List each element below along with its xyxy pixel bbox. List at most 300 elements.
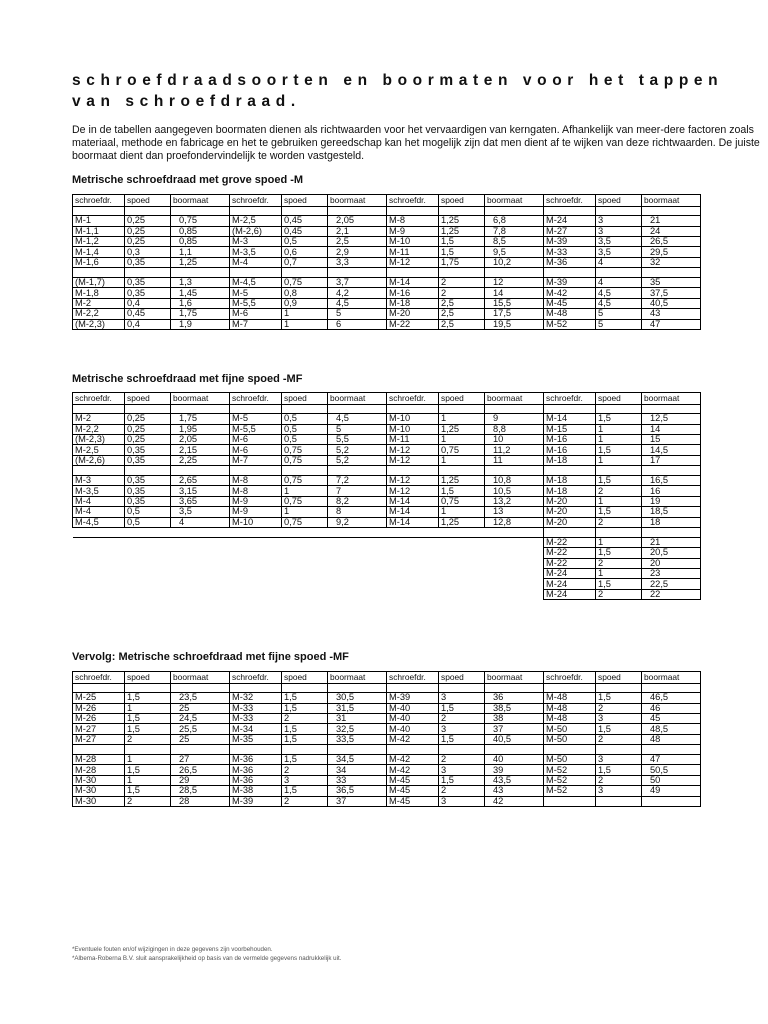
table-cell: 43 [642,309,701,319]
table-cell [387,558,439,568]
table-cell: 4,5 [328,298,387,308]
table-cell [439,268,485,278]
table-cell: 1 [596,435,642,445]
table-cell [387,404,439,414]
table-cell: M-11 [387,435,439,445]
table-cell [73,537,125,547]
table-cell: M-39 [230,796,282,806]
table-cell: 27 [171,755,230,765]
table-cell: M-39 [544,278,596,288]
table-cell [171,683,230,693]
table-cell: M-24 [544,579,596,589]
table-cell: 13,2 [485,496,544,506]
table-cell: 2,05 [171,435,230,445]
table-cell [282,683,328,693]
table-cell: 40,5 [642,298,701,308]
table-cell: 17,5 [485,309,544,319]
table-cell: 1,5 [125,714,171,724]
table-cell: 36 [485,693,544,703]
table-cell [485,206,544,216]
table-cell: M-5 [230,288,282,298]
table-cell: 2,5 [439,309,485,319]
table-cell [642,466,701,476]
table-cell: 4 [171,517,230,527]
table-cell [387,466,439,476]
table-cell: M-40 [387,703,439,713]
table-cell: 9,2 [328,517,387,527]
table-cell: 29,5 [642,247,701,257]
column-header: boormaat [485,393,544,405]
table-cell: 1 [125,703,171,713]
table-cell: 0,5 [125,507,171,517]
table-cell: 0,5 [125,517,171,527]
table-cell [485,528,544,538]
table-cell [485,568,544,578]
table-cell [485,268,544,278]
table-cell: M-2 [73,414,125,424]
table-cell [328,404,387,414]
spacer-row [73,466,701,476]
table-cell: M-1,6 [73,257,125,267]
table-cell [596,683,642,693]
table-cell: M-48 [544,714,596,724]
table-cell [230,268,282,278]
table-cell: M-10 [230,517,282,527]
table-cell: 1 [596,537,642,547]
column-header: boormaat [328,393,387,405]
table-cell: 0,25 [125,216,171,226]
table-cell: 18,5 [642,507,701,517]
table-cell: 0,35 [125,476,171,486]
table-cell: 13 [485,507,544,517]
table-cell: 38,5 [485,703,544,713]
column-header: spoed [439,672,485,684]
table-cell [171,466,230,476]
table-cell: 26,5 [171,765,230,775]
table-cell: (M-2,6) [73,455,125,465]
table-cell: 0,45 [125,309,171,319]
table-cell: M-10 [387,414,439,424]
spacer-row [73,206,701,216]
table-cell: 0,6 [282,247,328,257]
column-header: schroefdr. [387,393,439,405]
table-cell [596,528,642,538]
table-cell [73,528,125,538]
table-cell: 0,35 [125,445,171,455]
table-cell: M-45 [544,298,596,308]
table-cell: 1,5 [596,476,642,486]
table-cell: 0,75 [439,496,485,506]
table-row [73,237,701,247]
table-cell: 1,5 [282,755,328,765]
table-cell: 0,25 [125,435,171,445]
table-cell [439,537,485,547]
table-cell: 37,5 [642,288,701,298]
table-cell: 3 [439,724,485,734]
table-cell: 14 [485,288,544,298]
table-cell: M-18 [544,486,596,496]
table-cell: 1,5 [439,247,485,257]
table-cell: M-12 [387,486,439,496]
table-cell: 2,65 [171,476,230,486]
table-cell: 50 [642,775,701,785]
table-cell: 1,5 [439,734,485,744]
table-cell [230,579,282,589]
table-cell [73,206,125,216]
spacer-row [73,404,701,414]
section-title-fine: Metrische schroefdraad met fijne spoed -MF [72,373,303,385]
table-cell: 8,2 [328,496,387,506]
table-row [73,693,701,703]
table-cell: 1 [125,755,171,765]
column-header: boormaat [171,195,230,207]
table-cell: 43,5 [485,775,544,785]
table-cell: M-14 [387,507,439,517]
column-header: spoed [596,195,642,207]
table-cell: 0,75 [282,496,328,506]
table-cell: 1,5 [596,507,642,517]
column-header: schroefdr. [544,195,596,207]
column-header: schroefdr. [230,195,282,207]
column-header: boormaat [328,672,387,684]
table-cell [282,568,328,578]
column-header: spoed [125,672,171,684]
table-cell: (M-2,3) [73,435,125,445]
table-cell: M-28 [73,765,125,775]
table-cell [171,404,230,414]
table-cell [73,558,125,568]
table-cell [439,206,485,216]
column-header: schroefdr. [230,393,282,405]
table-cell: M-3 [73,476,125,486]
table-cell [171,745,230,755]
table-cell: M-7 [230,455,282,465]
table-row [73,257,701,267]
table-cell [282,404,328,414]
table-cell: 3 [596,714,642,724]
table-cell: 2 [439,278,485,288]
footnote-2: *Albema-Roberna B.V. sluit aansprakelijkheid op basis van de vermelde gegevens nadrukkelijk uit. [72,955,342,962]
table-row [73,703,701,713]
column-header: schroefdr. [544,393,596,405]
table-cell: 0,35 [125,455,171,465]
table-cell: 3 [439,765,485,775]
table-cell: M-10 [387,424,439,434]
table-row [73,414,701,424]
table-cell: 10,2 [485,257,544,267]
table-cell: 20 [642,558,701,568]
table-cell: 3,5 [596,247,642,257]
table-cell: 1 [596,496,642,506]
table-cell [73,568,125,578]
table-cell: M-3,5 [73,486,125,496]
table-cell: 2 [125,734,171,744]
table-cell: 37 [328,796,387,806]
table-cell: 14,5 [642,445,701,455]
table-cell: 1,25 [439,476,485,486]
table-cell [230,404,282,414]
table-cell: 2,25 [171,455,230,465]
column-header: schroefdr. [73,195,125,207]
table-cell: 1,5 [125,693,171,703]
table-cell: M-18 [544,476,596,486]
table-cell: 2,5 [439,298,485,308]
table-cell: 1,6 [171,298,230,308]
table-cell [596,404,642,414]
table-cell [439,579,485,589]
spacer-row [73,745,701,755]
table-cell [485,579,544,589]
table-cell [642,404,701,414]
table-cell: 5 [328,309,387,319]
table-cell: 23 [642,568,701,578]
table-cell: 1,5 [596,693,642,703]
table-cell: M-6 [230,435,282,445]
table-cell [596,745,642,755]
table-cell: M-16 [387,288,439,298]
table-cell [387,745,439,755]
table-cell: 1,25 [439,424,485,434]
table-cell: M-12 [387,445,439,455]
coarse-pitch-table [72,194,701,330]
table-cell: M-48 [544,309,596,319]
table-cell: 1,75 [171,309,230,319]
table-cell [544,683,596,693]
table-cell [485,537,544,547]
table-cell: M-7 [230,319,282,329]
table-cell [439,528,485,538]
table-cell: M-27 [544,226,596,236]
table-cell [171,548,230,558]
table-cell: M-24 [544,568,596,578]
table-cell [73,548,125,558]
table-cell: 0,35 [125,486,171,496]
table-cell [230,558,282,568]
spacer-row [73,268,701,278]
table-cell: 43 [485,786,544,796]
table-cell: 15,5 [485,298,544,308]
table-cell: 15 [642,435,701,445]
table-cell: 1,5 [596,548,642,558]
table-cell: 3,3 [328,257,387,267]
table-cell: 31,5 [328,703,387,713]
page-title: schroefdraadsoorten en boormaten voor het tappen van schroefdraad. [72,72,724,110]
table-cell: M-38 [230,786,282,796]
table-cell: 2,5 [439,319,485,329]
table-cell: M-52 [544,765,596,775]
table-cell: 34,5 [328,755,387,765]
table-cell: M-20 [544,507,596,517]
table-cell: 36,5 [328,786,387,796]
table-cell: 12,8 [485,517,544,527]
table-cell [387,548,439,558]
table-cell: 2 [596,589,642,599]
table-cell: 0,75 [282,517,328,527]
table-row [73,226,701,236]
table-cell: 5,2 [328,455,387,465]
table-row [73,714,701,724]
table-cell: M-5 [230,414,282,424]
spacer-row [73,683,701,693]
table-cell: M-14 [387,278,439,288]
table-cell: 1,5 [282,693,328,703]
table-cell: 1 [125,775,171,785]
column-header: boormaat [171,672,230,684]
table-cell: M-4 [73,507,125,517]
table-cell: 0,75 [282,476,328,486]
column-header: spoed [125,195,171,207]
table-cell [230,466,282,476]
table-cell: M-33 [230,703,282,713]
table-cell [642,745,701,755]
table-cell: M-48 [544,703,596,713]
table-cell: 0,25 [125,226,171,236]
table-cell: M-12 [387,257,439,267]
table-cell [544,528,596,538]
table-cell: 16 [642,486,701,496]
table-cell: 30,5 [328,693,387,703]
table-cell [282,537,328,547]
table-cell [282,206,328,216]
table-cell [328,589,387,599]
table-cell [171,558,230,568]
table-cell [171,589,230,599]
table-cell: 25 [171,734,230,744]
table-cell: M-35 [230,734,282,744]
table-cell: M-30 [73,786,125,796]
table-cell: M-5,5 [230,298,282,308]
table-row [73,579,701,589]
table-cell [439,404,485,414]
table-cell: M-40 [387,724,439,734]
table-row [73,445,701,455]
table-cell: 21 [642,216,701,226]
table-cell: 1 [439,414,485,424]
table-cell: 49 [642,786,701,796]
table-cell [387,268,439,278]
table-cell: M-50 [544,755,596,765]
table-cell: M-39 [387,693,439,703]
table-cell: M-45 [387,775,439,785]
column-header: boormaat [328,195,387,207]
table-cell: 3 [596,786,642,796]
table-row [73,734,701,744]
table-cell: 19,5 [485,319,544,329]
table-cell: M-8 [230,486,282,496]
table-cell: 3 [439,693,485,703]
table-cell [125,568,171,578]
fine-pitch-table [72,392,701,600]
table-cell: 11,2 [485,445,544,455]
table-cell: 1,9 [171,319,230,329]
table-cell [328,528,387,538]
table-cell [282,268,328,278]
table-cell: 3,5 [171,507,230,517]
column-header: spoed [596,672,642,684]
table-cell: 5 [596,319,642,329]
table-cell: 2 [439,714,485,724]
table-cell [125,466,171,476]
table-cell: 2 [439,288,485,298]
table-row [73,537,701,547]
column-header: boormaat [171,393,230,405]
table-row [73,435,701,445]
table-cell: 4,5 [328,414,387,424]
table-cell: M-1,2 [73,237,125,247]
table-row [73,288,701,298]
table-cell: 1,5 [282,703,328,713]
table-cell [125,528,171,538]
table-cell: 0,5 [282,424,328,434]
table-cell: 9 [485,414,544,424]
table-cell [544,206,596,216]
table-row [73,424,701,434]
table-cell: M-16 [544,435,596,445]
table-cell: 0,35 [125,257,171,267]
column-header: spoed [439,393,485,405]
table-cell [328,683,387,693]
table-cell: 1 [596,568,642,578]
table-row [73,278,701,288]
table-cell [544,404,596,414]
table-cell: M-30 [73,796,125,806]
table-cell: 1,5 [596,579,642,589]
column-header: spoed [282,672,328,684]
table-cell: M-22 [544,548,596,558]
table-cell: M-4 [230,257,282,267]
table-row [73,216,701,226]
table-cell [596,796,642,806]
table-cell [73,466,125,476]
column-header: schroefdr. [387,195,439,207]
table-cell: M-20 [544,517,596,527]
table-cell: 34 [328,765,387,775]
table-cell [485,589,544,599]
table-row [73,796,701,806]
table-cell [328,537,387,547]
table-cell: 33,5 [328,734,387,744]
table-cell: M-2,2 [73,424,125,434]
table-cell: 1,25 [171,257,230,267]
table-cell: 2 [282,714,328,724]
table-cell: 46,5 [642,693,701,703]
table-cell [125,589,171,599]
table-cell: 0,9 [282,298,328,308]
table-cell [230,206,282,216]
table-cell: 19 [642,496,701,506]
table-cell: M-4 [73,496,125,506]
table-cell: 3,65 [171,496,230,506]
table-cell: M-48 [544,693,596,703]
table-row [73,765,701,775]
table-cell: M-9 [230,496,282,506]
table-cell: 2 [125,796,171,806]
table-cell [171,528,230,538]
table-cell: 47 [642,319,701,329]
table-cell: 3,15 [171,486,230,496]
table-cell: 0,35 [125,288,171,298]
table-cell: M-6 [230,445,282,455]
table-cell [282,745,328,755]
table-cell [328,466,387,476]
table-cell: 0,25 [125,237,171,247]
table-cell: 0,35 [125,496,171,506]
table-cell: 2 [282,796,328,806]
table-row [73,517,701,527]
table-cell: 2 [596,486,642,496]
table-cell: M-32 [230,693,282,703]
table-cell [439,558,485,568]
